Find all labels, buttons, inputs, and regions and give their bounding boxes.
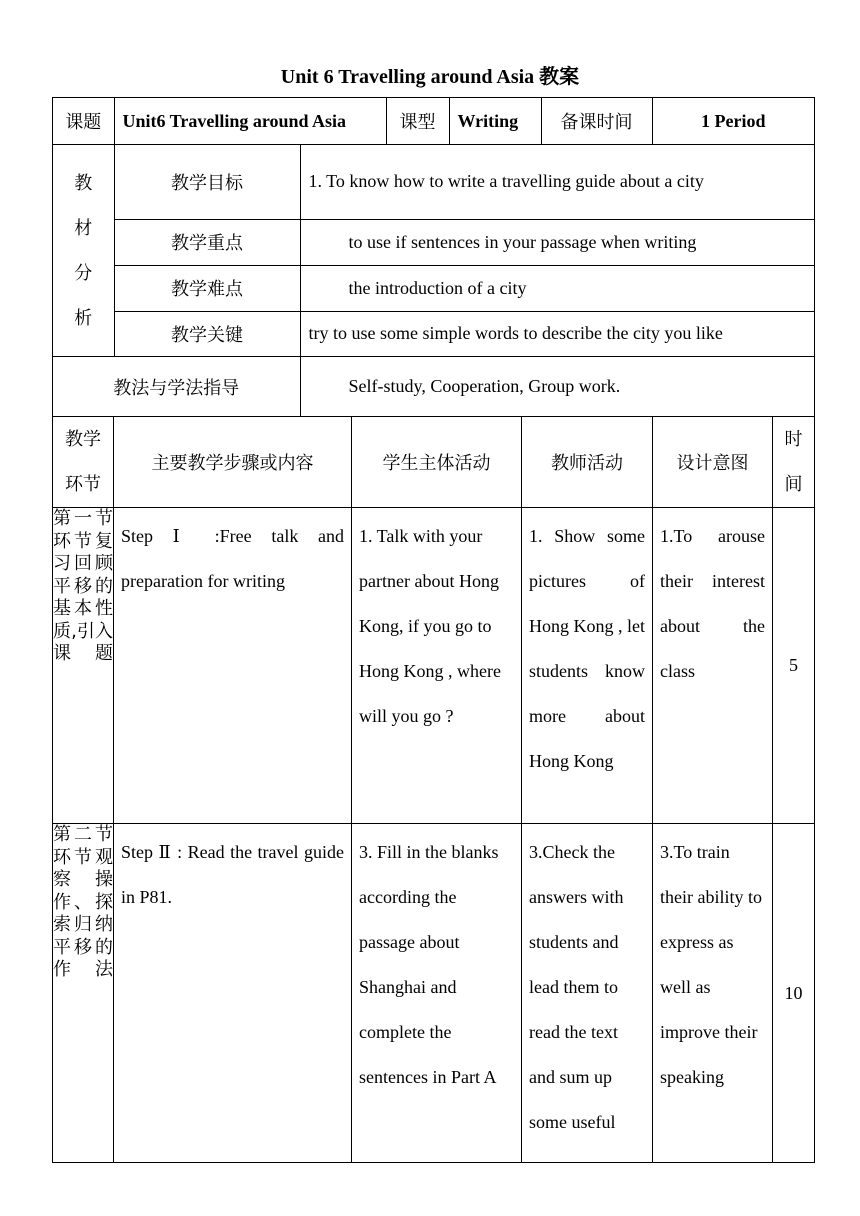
stage-cell: 第二节环节观察操作、探索归纳平移的作法 bbox=[53, 824, 114, 1163]
key-label: 教学关键 bbox=[114, 311, 300, 356]
goal-label: 教学目标 bbox=[114, 145, 300, 219]
method-row bbox=[53, 357, 815, 417]
type-value: Writing bbox=[449, 98, 541, 144]
header-row bbox=[53, 98, 815, 145]
time-header: 时 间 bbox=[773, 417, 815, 508]
design-header: 设计意图 bbox=[653, 417, 773, 508]
table-row bbox=[53, 508, 815, 824]
student-cell: 1. Talk with your partner about Hong Kong, if you go to Hong Kong , where will you go ? bbox=[352, 508, 522, 824]
steps-header: 主要教学步骤或内容 bbox=[114, 417, 352, 508]
topic-value: Unit6 Travelling around Asia bbox=[114, 98, 386, 144]
time-cell: 10 bbox=[773, 824, 815, 1163]
teacher-cell: 1. Show some pictures of Hong Kong , let students know more about Hong Kong bbox=[522, 508, 653, 824]
key-value: try to use some simple words to describe the city you like bbox=[308, 323, 723, 344]
teacher-header: 教师活动 bbox=[522, 417, 653, 508]
document-title: Unit 6 Travelling around Asia 教案 bbox=[280, 66, 580, 88]
type-label: 课型 bbox=[386, 98, 449, 144]
prep-label: 备课时间 bbox=[541, 98, 652, 144]
prep-value: 1 Period bbox=[701, 110, 766, 131]
teacher-cell: 3.Check the answers with students and lead them to read the text and sum up some useful bbox=[522, 824, 653, 1163]
material-block bbox=[53, 145, 815, 357]
student-cell: 3. Fill in the blanks according the passage about Shanghai and complete the sentences in Part A bbox=[352, 824, 522, 1163]
difficulty-value: the introduction of a city bbox=[300, 265, 815, 311]
table-row bbox=[53, 824, 815, 1163]
lesson-plan-table bbox=[52, 97, 815, 1163]
stage-cell: 第一节环节复习回顾平移的基本性质,引入课题 bbox=[53, 508, 114, 824]
key-point-value: to use if sentences in your passage when writing bbox=[300, 219, 815, 265]
stage-header: 教学 环节 bbox=[53, 417, 114, 508]
key-point-label: 教学重点 bbox=[114, 219, 300, 265]
difficulty-label: 教学难点 bbox=[114, 265, 300, 311]
content-cell: Step Ⅱ : Read the travel guide in P81. bbox=[114, 824, 352, 1163]
design-cell: 1.To arouse their interest about the class bbox=[653, 508, 773, 824]
topic-label: 课题 bbox=[53, 98, 114, 144]
student-header: 学生主体活动 bbox=[352, 417, 522, 508]
material-group-label: 教 材 分 析 bbox=[53, 145, 114, 356]
method-value: Self-study, Cooperation, Group work. bbox=[348, 376, 621, 396]
steps-header-row bbox=[53, 417, 815, 508]
design-cell: 3.To train their ability to express as well as improve their speaking bbox=[653, 824, 773, 1163]
content-cell: Step Ⅰ :Free talk and preparation for writing bbox=[114, 508, 352, 824]
time-cell: 5 bbox=[773, 508, 815, 824]
method-label: 教法与学法指导 bbox=[53, 357, 300, 416]
goal-value: 1. To know how to write a travelling guide about a city bbox=[300, 145, 815, 219]
